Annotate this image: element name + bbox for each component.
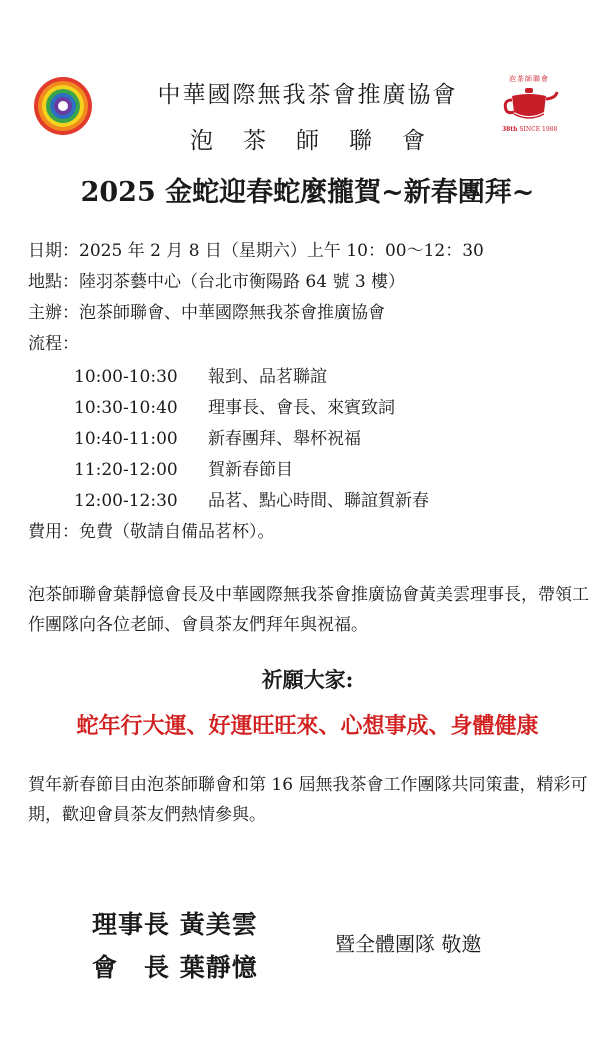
- logo-anniversary: 38th: [502, 126, 518, 133]
- schedule-row: [74, 424, 361, 449]
- schedule-row: [74, 393, 395, 418]
- event-date: 日期：2025 年 2 月 8 日（星期六）上午 10：00～12：30: [28, 241, 484, 261]
- event-venue: 地點：陸羽茶藝中心（台北市衡陽路 64 號 3 樓）: [28, 272, 406, 292]
- team-invitation: 暨全體團隊 敬邀: [335, 932, 482, 956]
- page-title: 2025 金蛇迎春蛇麼攏賀~新春團拜~: [80, 177, 535, 208]
- schedule-time: 10:30-10:40: [74, 398, 178, 418]
- schedule-time: 12:00-12:30: [74, 491, 178, 511]
- event-host: 主辦：泡茶師聯會、中華國際無我茶會推廣協會: [28, 303, 385, 323]
- event-fee: 費用：免費（敬請自備品茗杯）。: [28, 522, 275, 542]
- schedule-item: 報到、品茗聯誼: [208, 367, 327, 387]
- schedule-time: 10:00-10:30: [74, 367, 178, 387]
- sub-org-name: 泡茶師聯會: [190, 128, 455, 154]
- schedule-row: [74, 362, 327, 387]
- program-label: 流程：: [28, 334, 79, 354]
- president-signature: 會 長 葉靜憶: [92, 953, 258, 982]
- schedule-row: [74, 455, 293, 480]
- schedule-row: [74, 486, 429, 511]
- schedule-item: 品茗、點心時間、聯誼賀新春: [208, 491, 429, 511]
- logo-arc-text: 泡茶師聯會: [509, 75, 549, 83]
- greeting-paragraph: 泡茶師聯會葉靜憶會長及中華國際無我茶會推廣協會黃美雲理事長，帶領工作團隊向各位老師、會員茶友們拜年與祝福。: [28, 585, 589, 635]
- schedule-time: 10:40-11:00: [74, 429, 178, 449]
- chairman-signature: 理事長 黃美雲: [92, 910, 258, 939]
- logo-since: SINCE 1988: [519, 126, 558, 133]
- schedule-time: 11:20-12:00: [74, 460, 178, 480]
- wishes-line: 蛇年行大運、好運旺旺來、心想事成、身體健康: [76, 713, 539, 739]
- program-paragraph: 賀年新春節目由泡茶師聯會和第 16 屆無我茶會工作團隊共同策畫，精彩可期，歡迎會員茶友們熱情參與。: [28, 775, 588, 825]
- pray-heading: 祈願大家:: [261, 667, 354, 692]
- schedule-item: 賀新春節目: [208, 460, 293, 480]
- schedule-item: 理事長、會長、來賓致詞: [208, 398, 395, 418]
- org-name: 中華國際無我茶會推廣協會: [157, 82, 458, 108]
- schedule-item: 新春團拜、舉杯祝福: [208, 429, 361, 449]
